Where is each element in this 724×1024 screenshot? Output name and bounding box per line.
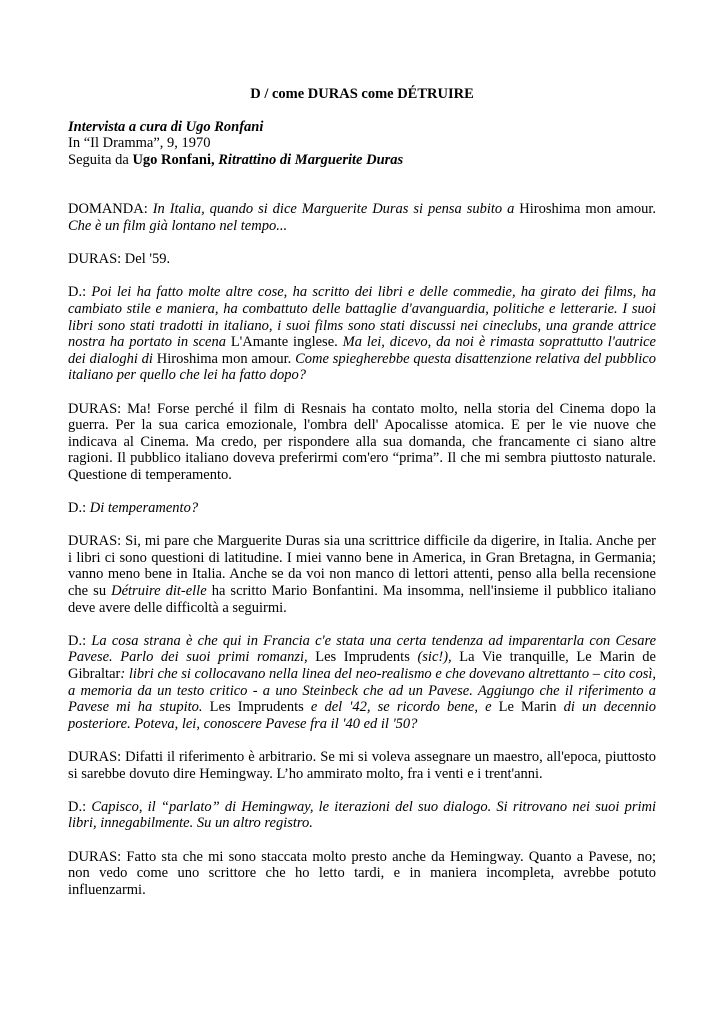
paragraph-text-segment: Di temperamento? [89, 500, 199, 517]
document-meta [68, 119, 656, 169]
interview-paragraph [68, 533, 656, 616]
document-page [68, 86, 656, 915]
interview-paragraph [68, 500, 656, 517]
paragraph-text-segment: DURAS: Ma! Forse perché il film di Resnais ha contato molto, nella storia del Cinema dopo la guerra. Per la sua carica emozionale, l'ombra dell' Apocalisse atomica. E per le vie nuove che indicava al Cinema. Ma credo, per rispondere alla sua domanda, che francamente ci siano altre ragioni. Il pubblico italiano doveva preferirmi com'ero “prima”. Il che mi sembra piuttosto naturale. Questione di temperamento. [68, 400, 656, 483]
paragraph-text-segment: DURAS: Si, mi pare che Marguerite Duras sia una scrittrice difficile da digerire, in Italia. Anche per i libri ci sono questioni di latitudine. I miei vanno bene in America, in Gran Bretagna, in Germania; vanno meno bene in Italia. Anche se da voi non manco di lettori attenti, penso alla bella recensione che su [68, 533, 656, 600]
interview-paragraph [68, 251, 656, 268]
paragraph-text-segment: Détruire dit-elle [111, 583, 207, 600]
interview-credit [68, 119, 656, 136]
paragraph-text-segment: DURAS: Fatto sta che mi sono staccata molto presto anche da Hemingway. Quanto a Pavese, no; non vedo come uno scrittore che ho letto tardi, e in maniera incompleta, avrebbe potuto influenzarmi. [68, 848, 656, 898]
paragraph-text-segment: Le Marin [498, 699, 564, 716]
paragraph-text-segment: , [565, 649, 569, 666]
interview-paragraph [68, 633, 656, 733]
followed-title: Ritrattino di Marguerite Duras [214, 151, 404, 168]
paragraph-text-segment: D.: [68, 798, 92, 815]
followed-by-line [68, 152, 656, 169]
followed-author: Ugo Ronfani, [132, 151, 215, 168]
paragraph-text-segment: Le Marin de Gibraltar [68, 649, 656, 682]
paragraph-text-segment: D.: [68, 632, 92, 649]
interview-paragraph [68, 401, 656, 484]
paragraph-text-segment: Come spiegherebbe questa disattenzione relativa del pubblico italiano per quello che lei ha fatto dopo? [68, 350, 656, 384]
source-line: In “Il Dramma”, 9, 1970 [68, 135, 211, 152]
interview-body [68, 201, 656, 898]
paragraph-text-segment: e del '42, se ricordo bene, e [310, 699, 499, 716]
paragraph-text-segment: Hiroshima mon amour. [156, 350, 296, 367]
paragraph-text-segment: DOMANDA: [68, 201, 153, 218]
paragraph-text-segment: In Italia, quando si dice Marguerite Duras si pensa subito a [152, 201, 520, 218]
paragraph-text-segment: L'Amante inglese. [230, 334, 343, 351]
interview-paragraph [68, 799, 656, 832]
paragraph-text-segment: La Vie tranquille [451, 649, 566, 666]
document-title: D / come DURAS come DÉTRUIRE [250, 86, 474, 102]
paragraph-text-segment: D.: [68, 284, 92, 301]
paragraph-text-segment: di un decennio posteriore. Poteva, lei, conoscere Pavese fra il '40 ed il '50? [68, 699, 656, 732]
paragraph-text-segment: La cosa strana è che qui in Francia c'e stata una certa tendenza ad imparentarla con Cesare Pavese. Parlo dei suoi primi romanzi, [68, 632, 657, 666]
paragraph-text-segment: Les Imprudents [209, 699, 311, 716]
paragraph-text-segment: Les Imprudents [315, 649, 418, 666]
paragraph-text-segment: ha scritto Mario Bonfantini. Ma insomma, nell'insieme il pubblico italiano deve avere delle difficoltà a seguirmi. [68, 583, 657, 616]
paragraph-text-segment: Poi lei ha fatto molte altre cose, ha scritto dei libri e delle commedie, ha girato dei films, ha cambiato stile e maniera, ha combattuto delle battaglie d'avanguardia, politiche e letterarie. I suoi libri sono stati tradotti in italiano, i suoi films sono stati discussi nei cineclubs, una grande attrice nostra ha portato in scena [68, 284, 656, 351]
paragraph-text-segment: Ma lei, dicevo, da noi è rimasta soprattutto l'autrice dei dialoghi di [68, 334, 656, 367]
paragraph-text-segment: DURAS: Difatti il riferimento è arbitrario. Se mi si voleva assegnare un maestro, all'epoca, piuttosto si sarebbe dovuto dire Hemingway. L’ho ammirato molto, fra i venti e i trent'anni. [68, 748, 656, 782]
interview-paragraph [68, 849, 656, 899]
paragraph-text-segment: (sic!), [417, 649, 452, 666]
followed-prefix: Seguita da [68, 151, 133, 168]
interview-paragraph [68, 284, 656, 384]
paragraph-text-segment: Che è un film già lontano nel tempo... [68, 217, 288, 234]
paragraph-text-segment: Capisco, il “parlato” di Hemingway, le iterazioni del suo dialogo. Si ritrovano nei suoi primi libri, innegabilmente. Su un altro registro. [68, 798, 656, 832]
paragraph-text-segment: : libri che si collocavano nella linea del neo-realismo e che dovevano altrettanto – cito così, a memoria da un testo critico - a uno Steinbeck che ad un Pavese. Aggiungo che il riferimento a Pavese mi ha stupito. [68, 666, 656, 716]
interview-paragraph [68, 201, 656, 234]
paragraph-text-segment: D.: [68, 500, 90, 517]
paragraph-text-segment: Hiroshima mon amour. [519, 201, 656, 218]
interview-by-text: Intervista a cura di Ugo Ronfani [68, 118, 264, 135]
interview-paragraph [68, 749, 656, 782]
paragraph-text-segment: DURAS: Del '59. [68, 251, 171, 268]
